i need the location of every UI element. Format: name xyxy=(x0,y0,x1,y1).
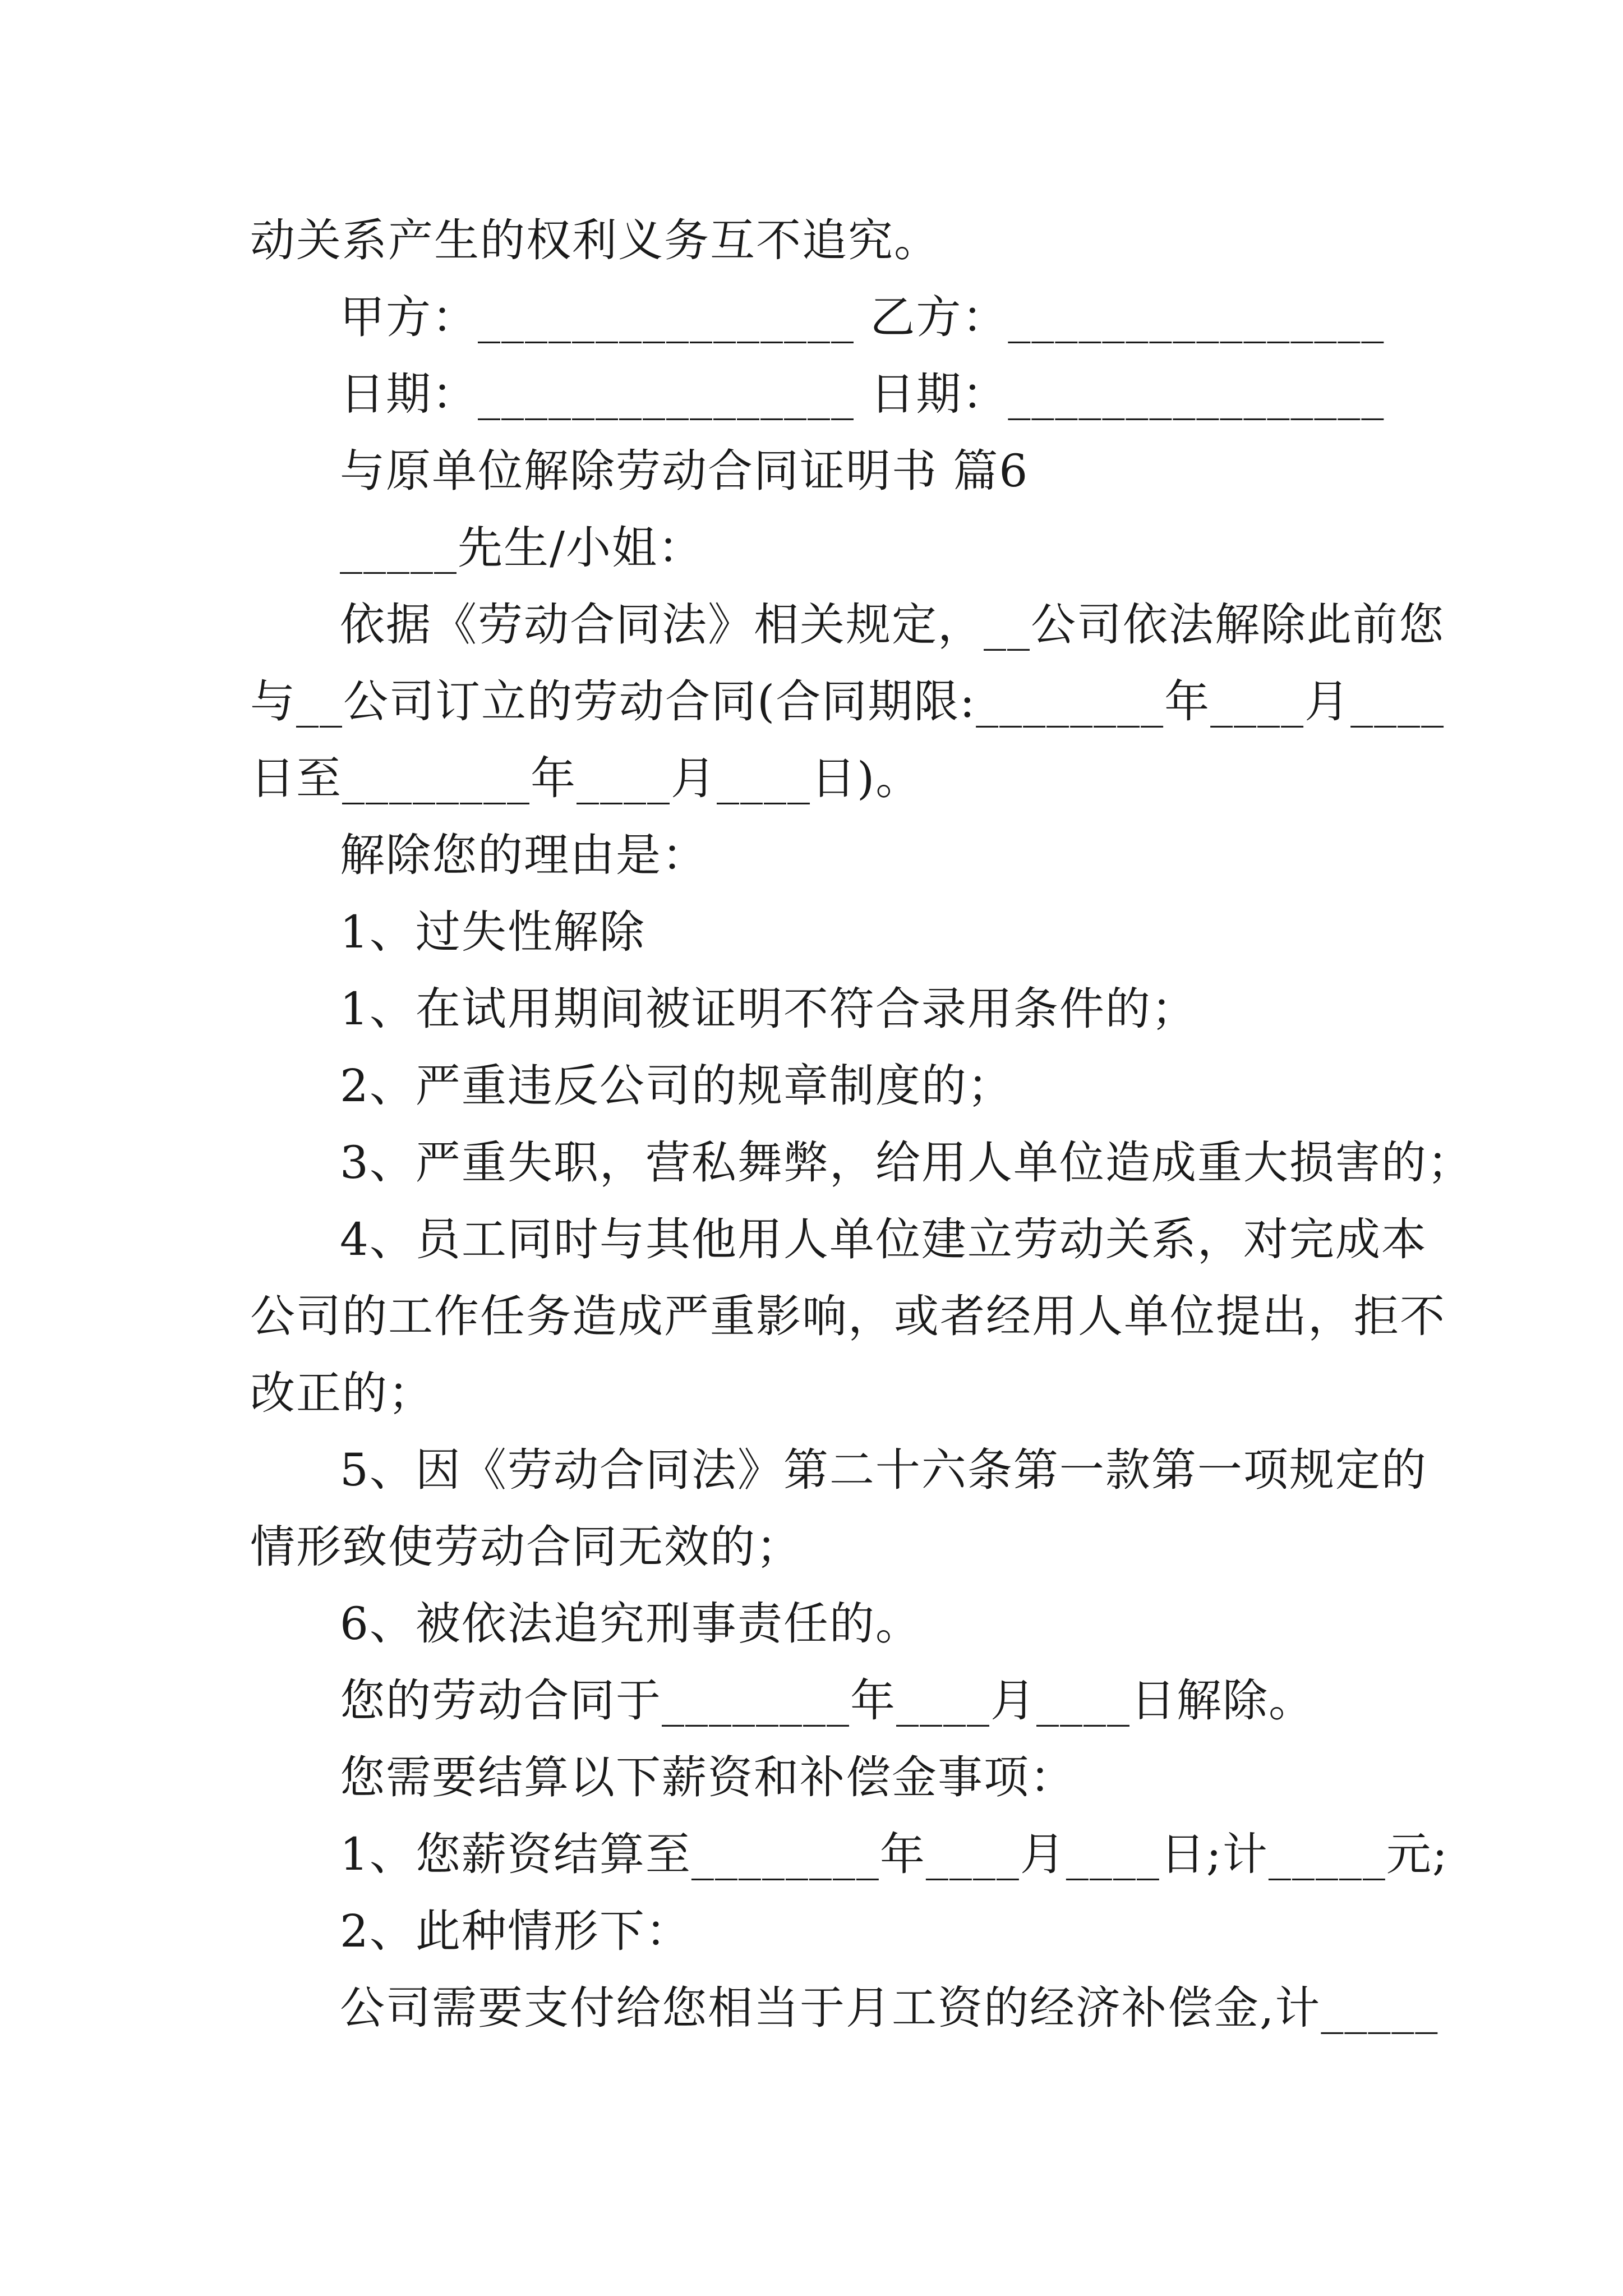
list-item: 2、严重违反公司的规章制度的； xyxy=(340,1060,1013,1112)
text-line: 与__公司订立的劳动合同(合同期限:________年____月____ xyxy=(250,675,1445,728)
salutation: _____先生/小姐： xyxy=(340,522,704,574)
text-line: 改正的； xyxy=(250,1367,434,1419)
text-line: 依据《劳动合同法》相关规定，__公司依法解除此前您 xyxy=(340,599,1445,651)
list-item: 6、被依法追究刑事责任的。 xyxy=(340,1598,921,1650)
text-line: 公司的工作任务造成严重影响，或者经用人单位提出，拒不 xyxy=(250,1290,1446,1342)
text-line: 情形致使劳动合同无效的； xyxy=(250,1521,802,1573)
list-item: 1、在试用期间被证明不符合录用条件的； xyxy=(340,983,1197,1035)
text-line: 您的劳动合同于________年____月____日解除。 xyxy=(340,1674,1315,1727)
list-item: 2、此种情形下： xyxy=(340,1905,691,1957)
list-item: 1、过失性解除 xyxy=(340,906,645,958)
text-line: 公司需要支付给您相当于月工资的经济补偿金,计_____ xyxy=(340,1982,1439,2034)
text-line: 日至________年____月____日)。 xyxy=(250,752,922,804)
list-item: 1、您薪资结算至________年____月____日;计_____元; xyxy=(340,1828,1449,1880)
text-line: 解除您的理由是： xyxy=(340,829,708,881)
list-item: 4、员工同时与其他用人单位建立劳动关系，对完成本 xyxy=(340,1213,1427,1266)
text-line: 动关系产生的权利义务互不追究。 xyxy=(250,214,940,266)
document-body xyxy=(250,202,1473,2046)
section-title: 与原单位解除劳动合同证明书 篇6 xyxy=(340,445,1029,497)
signature-line-party: 甲方：________________ 乙方：________________ xyxy=(340,291,1385,343)
list-item: 5、因《劳动合同法》第二十六条第一款第一项规定的 xyxy=(340,1444,1427,1496)
list-item: 3、严重失职，营私舞弊，给用人单位造成重大损害的； xyxy=(340,1137,1473,1189)
text-line: 您需要结算以下薪资和补偿金事项： xyxy=(340,1751,1076,1803)
signature-line-date: 日期：________________ 日期：________________ xyxy=(340,368,1385,420)
